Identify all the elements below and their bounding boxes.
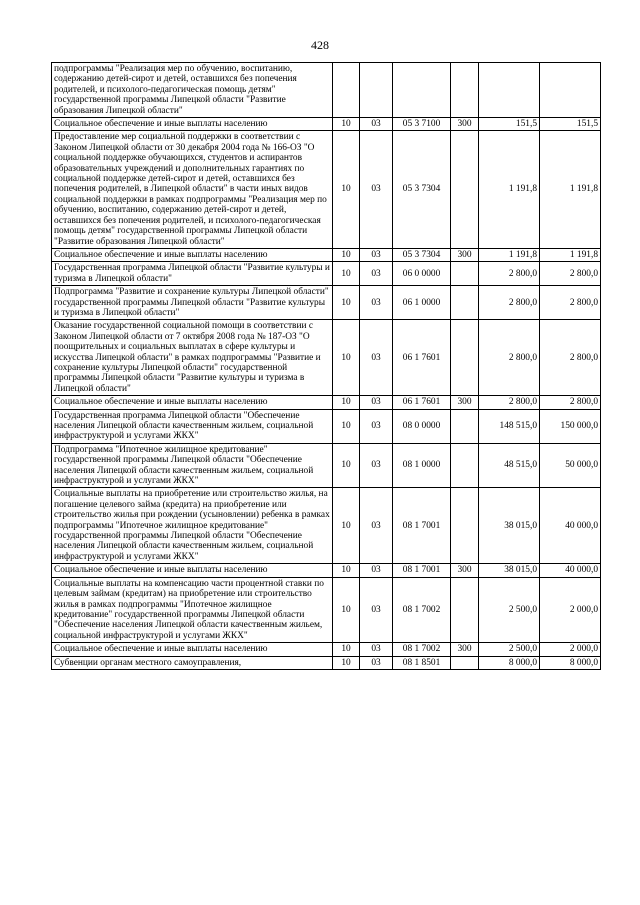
amount-year1-cell: 2 800,0: [479, 262, 540, 286]
subsection-code-cell: 03: [360, 577, 393, 642]
amount-year1-cell: 2 500,0: [479, 577, 540, 642]
item-name-cell: Субвенции органам местного самоуправления,: [52, 656, 333, 669]
item-name-cell: Подпрограмма "Развитие и сохранение культуры Липецкой области" государственной программы Липецкой области "Развитие культуры и туризма в Липецкой области": [52, 286, 333, 320]
expense-type-cell: 300: [451, 118, 479, 131]
subsection-code-cell: [360, 63, 393, 118]
expense-type-cell: [451, 577, 479, 642]
section-code-cell: 10: [333, 656, 360, 669]
amount-year2-cell: 1 191,8: [540, 248, 601, 261]
section-code-cell: 10: [333, 320, 360, 396]
item-name-cell: Социальное обеспечение и иные выплаты населению: [52, 643, 333, 656]
amount-year2-cell: 150 000,0: [540, 409, 601, 443]
expense-type-cell: [451, 320, 479, 396]
expense-type-cell: [451, 286, 479, 320]
section-code-cell: [333, 63, 360, 118]
page-number: 428: [311, 38, 329, 52]
item-name-cell: подпрограммы "Реализация мер по обучению, воспитанию, содержанию детей-сирот и детей, оставшихся без попечения родителей, и психолого-педагогическая помощь детям" государственной программы Липецкой области "Развитие образования Липецкой области": [52, 63, 333, 118]
section-code-cell: 10: [333, 286, 360, 320]
target-article-cell: 08 1 7001: [393, 564, 451, 577]
expense-type-cell: [451, 63, 479, 118]
table-row: [52, 443, 601, 488]
amount-year1-cell: 2 500,0: [479, 643, 540, 656]
item-name-cell: Государственная программа Липецкой области "Обеспечение населения Липецкой области качественным жильем, социальной инфраструктурой и услугами ЖКХ": [52, 409, 333, 443]
target-article-cell: 06 0 0000: [393, 262, 451, 286]
target-article-cell: 08 1 7002: [393, 643, 451, 656]
amount-year1-cell: 2 800,0: [479, 396, 540, 409]
expense-type-cell: [451, 262, 479, 286]
amount-year1-cell: 38 015,0: [479, 564, 540, 577]
section-code-cell: 10: [333, 248, 360, 261]
amount-year1-cell: 48 515,0: [479, 443, 540, 488]
amount-year2-cell: 2 800,0: [540, 396, 601, 409]
target-article-cell: 06 1 0000: [393, 286, 451, 320]
amount-year2-cell: 40 000,0: [540, 488, 601, 564]
amount-year2-cell: 40 000,0: [540, 564, 601, 577]
item-name-cell: Социальные выплаты на компенсацию части процентной ставки по целевым займам (кредитам) на приобретение или строительство жилья в рамках подпрограммы "Ипотечное жилищное кредитование" государственной программы Липецкой области "Обеспечение населения Липецкой области качественным жильем, социальной инфраструктурой и услугами ЖКХ": [52, 577, 333, 642]
section-code-cell: 10: [333, 118, 360, 131]
target-article-cell: 08 1 7001: [393, 488, 451, 564]
target-article-cell: 08 1 0000: [393, 443, 451, 488]
amount-year2-cell: 8 000,0: [540, 656, 601, 669]
subsection-code-cell: 03: [360, 320, 393, 396]
item-name-cell: Предоставление мер социальной поддержки в соответствии с Законом Липецкой области от 30 декабря 2004 года № 166-ОЗ "О социальной поддержке обучающихся, студентов и аспирантов образовательных учреждений и дополнительных гарантиях по социальной поддержке детей-сирот и детей, оставшихся без попечения родителей, в Липецкой области" в части иных видов социальной поддержки в рамках подпрограммы "Реализация мер по обучению, воспитанию, содержанию детей-сирот и детей, оставшихся без попечения родителей, и психолого-педагогическая помощь детям" государственной программы Липецкой области "Развитие образования Липецкой области": [52, 131, 333, 248]
expense-type-cell: 300: [451, 643, 479, 656]
amount-year1-cell: 1 191,8: [479, 248, 540, 261]
amount-year2-cell: 2 800,0: [540, 286, 601, 320]
table-row: [52, 409, 601, 443]
amount-year2-cell: 1 191,8: [540, 131, 601, 248]
amount-year1-cell: 8 000,0: [479, 656, 540, 669]
subsection-code-cell: 03: [360, 396, 393, 409]
amount-year2-cell: 2 800,0: [540, 320, 601, 396]
amount-year1-cell: [479, 63, 540, 118]
section-code-cell: 10: [333, 643, 360, 656]
table-row: [52, 248, 601, 261]
item-name-cell: Подпрограмма "Ипотечное жилищное кредитование" государственной программы Липецкой области "Обеспечение населения Липецкой области качественным жильем, социальной инфраструктурой и услугами ЖКХ": [52, 443, 333, 488]
expense-type-cell: 300: [451, 396, 479, 409]
subsection-code-cell: 03: [360, 286, 393, 320]
item-name-cell: Социальные выплаты на приобретение или строительство жилья, на погашение целевого займа (кредита) на приобретение или строительство жилья при рождении (усыновлении) ребенка в рамках подпрограммы "Ипотечное жилищное кредитование" государственной программы Липецкой области "Обеспечение населения Липецкой области качественным жильем, социальной инфраструктурой и услугами ЖКХ": [52, 488, 333, 564]
item-name-cell: Оказание государственной социальной помощи в соответствии с Законом Липецкой области от 7 октября 2008 года № 187-ОЗ "О поощрительных и социальных выплатах в сфере культуры и искусства Липецкой области" в рамках подпрограммы "Развитие и сохранение культуры Липецкой области" государственной программы Липецкой области "Развитие культуры и туризма в Липецкой области": [52, 320, 333, 396]
amount-year2-cell: [540, 63, 601, 118]
amount-year2-cell: 2 000,0: [540, 643, 601, 656]
budget-table: [51, 62, 601, 670]
subsection-code-cell: 03: [360, 564, 393, 577]
subsection-code-cell: 03: [360, 248, 393, 261]
expense-type-cell: 300: [451, 564, 479, 577]
target-article-cell: 05 3 7304: [393, 131, 451, 248]
section-code-cell: 10: [333, 396, 360, 409]
section-code-cell: 10: [333, 409, 360, 443]
subsection-code-cell: 03: [360, 443, 393, 488]
table-body: [52, 63, 601, 670]
table-row: [52, 656, 601, 669]
target-article-cell: 05 3 7304: [393, 248, 451, 261]
table-row: [52, 262, 601, 286]
table-row: [52, 396, 601, 409]
table-row: [52, 320, 601, 396]
section-code-cell: 10: [333, 443, 360, 488]
expense-type-cell: [451, 409, 479, 443]
subsection-code-cell: 03: [360, 656, 393, 669]
table-row: [52, 286, 601, 320]
item-name-cell: Социальное обеспечение и иные выплаты населению: [52, 248, 333, 261]
subsection-code-cell: 03: [360, 262, 393, 286]
target-article-cell: [393, 63, 451, 118]
item-name-cell: Социальное обеспечение и иные выплаты населению: [52, 396, 333, 409]
amount-year1-cell: 2 800,0: [479, 286, 540, 320]
expense-type-cell: 300: [451, 248, 479, 261]
amount-year1-cell: 1 191,8: [479, 131, 540, 248]
section-code-cell: 10: [333, 488, 360, 564]
amount-year2-cell: 2 800,0: [540, 262, 601, 286]
expense-type-cell: [451, 656, 479, 669]
expense-type-cell: [451, 488, 479, 564]
table-row: [52, 577, 601, 642]
subsection-code-cell: 03: [360, 118, 393, 131]
item-name-cell: Социальное обеспечение и иные выплаты населению: [52, 564, 333, 577]
expense-type-cell: [451, 131, 479, 248]
section-code-cell: 10: [333, 564, 360, 577]
table-row: [52, 63, 601, 118]
table-row: [52, 118, 601, 131]
target-article-cell: 06 1 7601: [393, 396, 451, 409]
section-code-cell: 10: [333, 577, 360, 642]
section-code-cell: 10: [333, 131, 360, 248]
target-article-cell: 05 3 7100: [393, 118, 451, 131]
table-row: [52, 131, 601, 248]
target-article-cell: 08 0 0000: [393, 409, 451, 443]
amount-year1-cell: 2 800,0: [479, 320, 540, 396]
table-row: [52, 488, 601, 564]
section-code-cell: 10: [333, 262, 360, 286]
subsection-code-cell: 03: [360, 488, 393, 564]
amount-year2-cell: 50 000,0: [540, 443, 601, 488]
amount-year2-cell: 2 000,0: [540, 577, 601, 642]
subsection-code-cell: 03: [360, 643, 393, 656]
target-article-cell: 06 1 7601: [393, 320, 451, 396]
subsection-code-cell: 03: [360, 409, 393, 443]
amount-year1-cell: 38 015,0: [479, 488, 540, 564]
table-row: [52, 564, 601, 577]
target-article-cell: 08 1 8501: [393, 656, 451, 669]
item-name-cell: Государственная программа Липецкой области "Развитие культуры и туризма в Липецкой области": [52, 262, 333, 286]
table-row: [52, 643, 601, 656]
expense-type-cell: [451, 443, 479, 488]
target-article-cell: 08 1 7002: [393, 577, 451, 642]
amount-year2-cell: 151,5: [540, 118, 601, 131]
subsection-code-cell: 03: [360, 131, 393, 248]
item-name-cell: Социальное обеспечение и иные выплаты населению: [52, 118, 333, 131]
amount-year1-cell: 151,5: [479, 118, 540, 131]
amount-year1-cell: 148 515,0: [479, 409, 540, 443]
